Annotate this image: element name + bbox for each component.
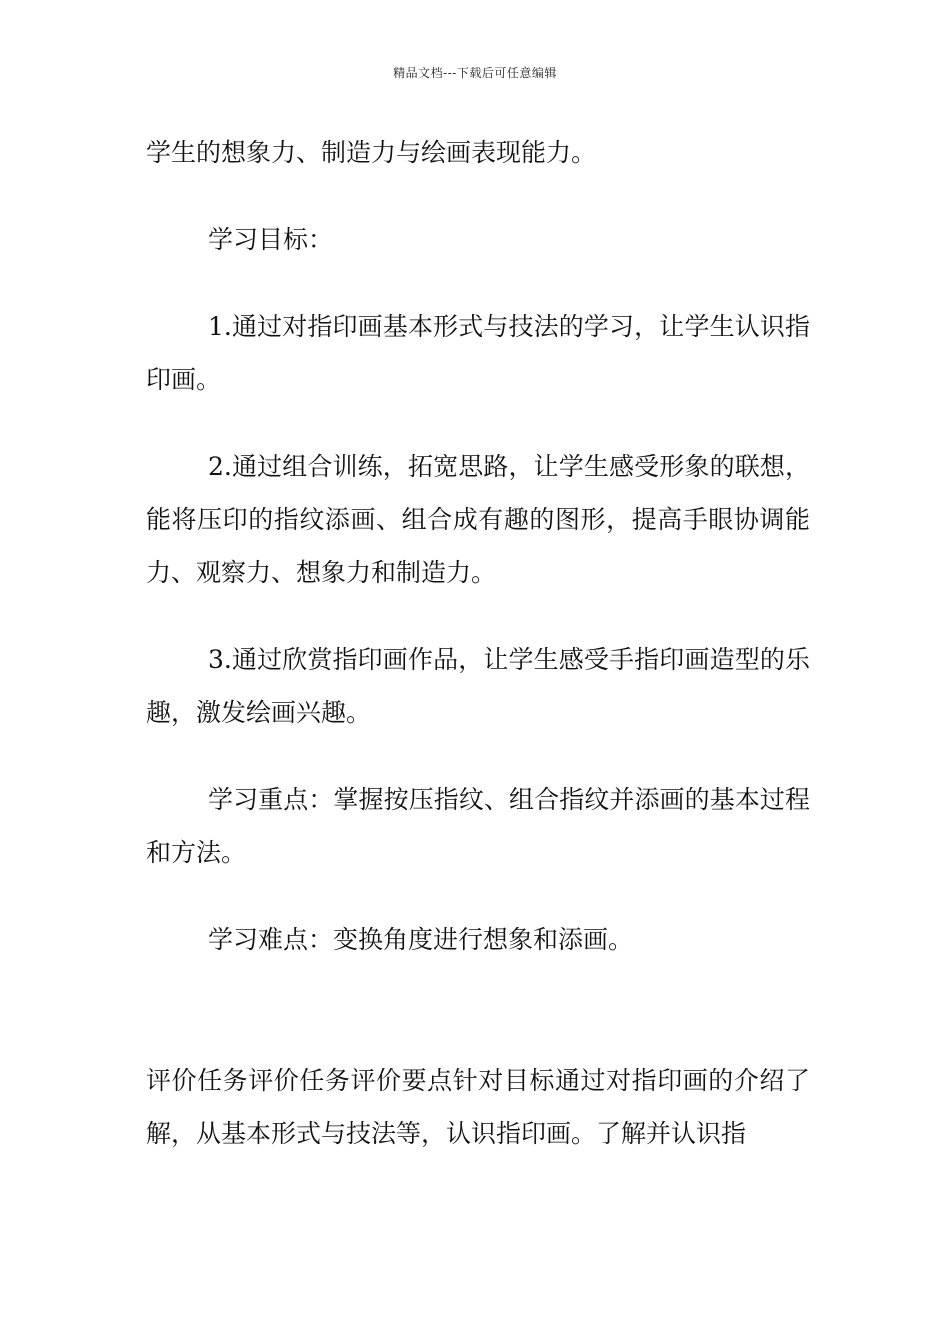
learning-key-points: 学习重点：掌握按压指纹、组合指纹并添画的基本过程和方法。	[146, 785, 810, 867]
goal-item-1: 1.通过对指印画基本形式与技法的学习，让学生认识指印画。	[146, 312, 810, 394]
goal-item-2: 2.通过组合训练，拓宽思路，让学生感受形象的联想，能将压印的指纹添画、组合成有趣的图形，提高手眼协调能力、观察力、想象力和制造力。	[146, 452, 810, 587]
evaluation-task-paragraph: 评价任务评价任务评价要点针对目标通过对指印画的介绍了解，从基本形式与技法等，认识指印画。了解并认识指	[146, 1066, 810, 1148]
learning-difficulties: 学习难点：变换角度进行想象和添画。	[208, 925, 634, 954]
page-header: 精品文档---下载后可任意编辑	[393, 66, 557, 80]
document-body	[146, 126, 810, 1160]
goal-item-3: 3.通过欣赏指印画作品，让学生感受手指印画造型的乐趣，激发绘画兴趣。	[146, 645, 810, 727]
learning-goals-heading: 学习目标：	[208, 225, 334, 254]
paragraph-continuation: 学生的想象力、制造力与绘画表现能力。	[146, 138, 597, 167]
